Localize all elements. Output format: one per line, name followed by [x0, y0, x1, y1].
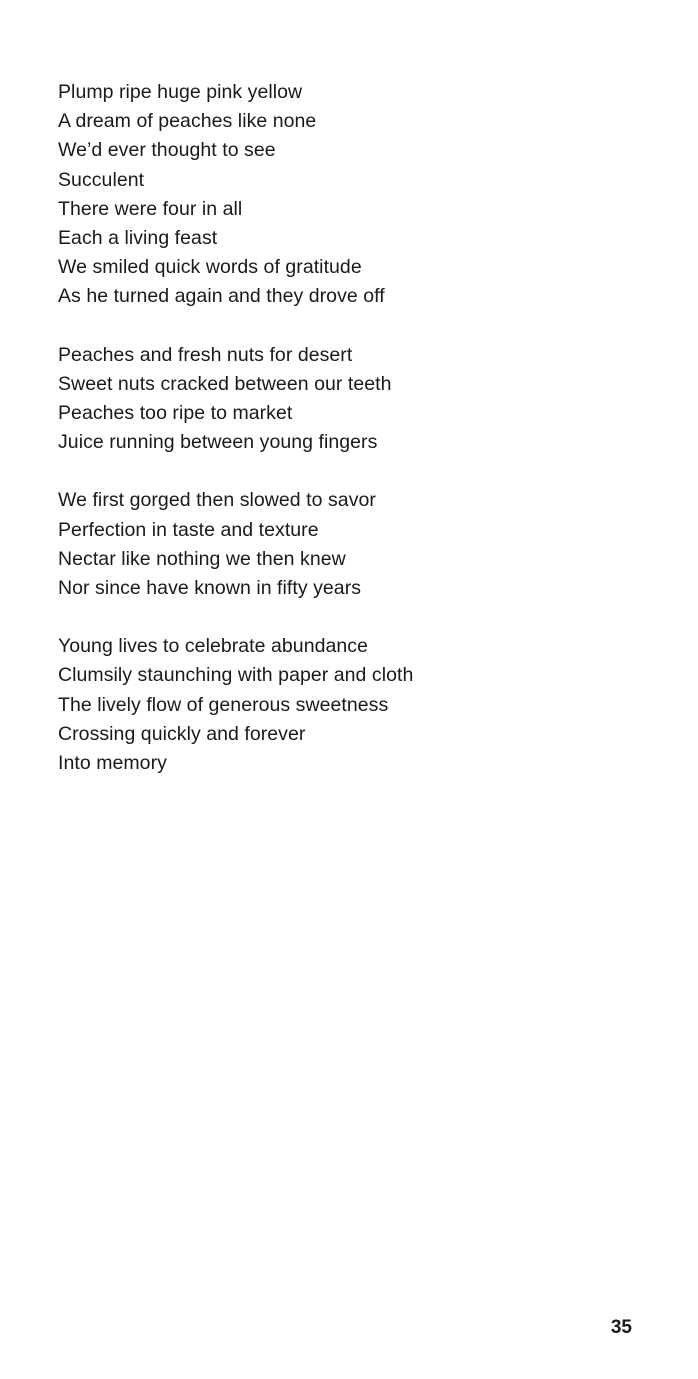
poem-line: We first gorged then slowed to savor: [58, 489, 376, 512]
poem-body: [58, 78, 658, 807]
poem-line: Peaches too ripe to market: [58, 402, 293, 425]
poem-line: Crossing quickly and forever: [58, 722, 306, 745]
poem-line: The lively flow of generous sweetness: [58, 693, 389, 716]
poem-line: Sweet nuts cracked between our teeth: [58, 372, 392, 395]
poem-line: Nor since have known in fifty years: [58, 577, 362, 600]
poem-line: We smiled quick words of gratitude: [58, 256, 362, 279]
poem-line: Succulent: [58, 168, 145, 191]
stanza-2: [58, 341, 658, 458]
stanza-1: [58, 78, 658, 312]
poem-line: As he turned again and they drove off: [58, 285, 385, 308]
poem-line: Each a living feast: [58, 227, 218, 250]
stanza-3: [58, 486, 658, 603]
poem-line: Into memory: [58, 752, 167, 775]
poem-line: Plump ripe huge pink yellow: [58, 81, 303, 103]
poem-line: Young lives to celebrate abundance: [58, 635, 368, 658]
poem-line: Juice running between young fingers: [58, 431, 378, 454]
poem-line: We’d ever thought to see: [58, 139, 276, 162]
poem-line: Perfection in taste and texture: [58, 518, 319, 541]
stanza-4: [58, 632, 658, 778]
poem-line: Clumsily staunching with paper and cloth: [58, 664, 414, 687]
poem-line: A dream of peaches like none: [58, 110, 317, 133]
page-number: 35: [610, 1317, 632, 1338]
poem-line: Nectar like nothing we then knew: [58, 547, 346, 570]
poem-line: Peaches and fresh nuts for desert: [58, 343, 353, 366]
poem-line: There were four in all: [58, 197, 243, 220]
